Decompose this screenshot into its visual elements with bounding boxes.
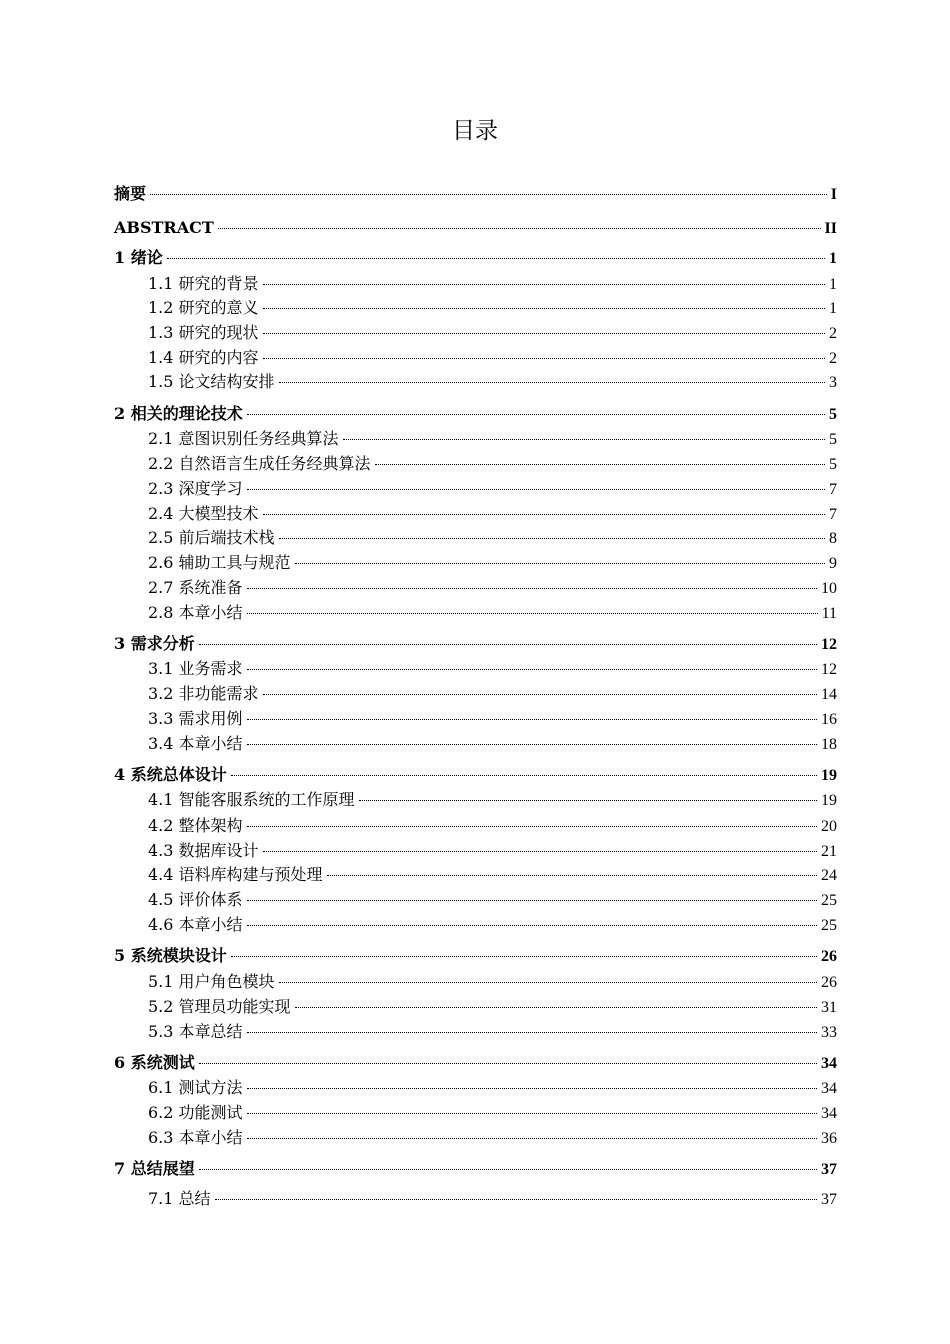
toc-chapter-entry[interactable] [114, 1158, 837, 1180]
toc-dot-leader [247, 1113, 817, 1114]
toc-section-entry[interactable] [148, 552, 837, 574]
toc-page-number: 7 [829, 506, 837, 523]
toc-entry-title: 4.4 语料库构建与预处理 [148, 865, 323, 884]
toc-dot-leader [279, 538, 825, 539]
toc-dot-leader [263, 358, 825, 359]
toc-dot-leader [247, 719, 817, 720]
toc-section-entry[interactable] [148, 1188, 837, 1210]
toc-dot-leader [247, 588, 817, 589]
toc-section-entry[interactable] [148, 683, 837, 705]
toc-dot-leader [263, 694, 817, 695]
toc-dot-leader [263, 308, 825, 309]
toc-entry-title: 2.7 系统准备 [148, 578, 243, 597]
toc-page-number: 20 [821, 818, 837, 835]
toc-page-number: 26 [821, 948, 837, 965]
toc-section-entry[interactable] [148, 996, 837, 1018]
toc-dot-leader [199, 1169, 817, 1170]
toc-entry-title: 2.3 深度学习 [148, 479, 243, 498]
toc-section-entry[interactable] [148, 789, 837, 811]
toc-chapter-entry[interactable] [114, 247, 837, 269]
toc-page-number: 26 [821, 974, 837, 991]
toc-dot-leader [247, 826, 817, 827]
toc-section-entry[interactable] [148, 708, 837, 730]
toc-entry-title: ABSTRACT [114, 218, 214, 237]
toc-chapter-entry[interactable] [114, 764, 837, 786]
toc-entry-title: 2.2 自然语言生成任务经典算法 [148, 454, 371, 473]
toc-section-entry[interactable] [148, 1127, 837, 1149]
toc-section-entry[interactable] [148, 453, 837, 475]
toc-dot-leader [263, 514, 825, 515]
toc-entry-title: 6.3 本章小结 [148, 1128, 243, 1147]
toc-section-entry[interactable] [148, 840, 837, 862]
page-title: 目录 [452, 118, 498, 144]
toc-entry-title: 2 相关的理论技术 [114, 404, 243, 423]
toc-entry-title: 2.1 意图识别任务经典算法 [148, 429, 339, 448]
toc-dot-leader [218, 228, 821, 229]
toc-chapter-entry[interactable] [114, 945, 837, 967]
toc-entry-title: 6.1 测试方法 [148, 1078, 243, 1097]
toc-dot-leader [247, 925, 817, 926]
toc-page-number: 24 [821, 867, 837, 884]
toc-page-number: 2 [829, 325, 837, 342]
toc-page-number: 12 [821, 636, 837, 653]
toc-dot-leader [247, 1088, 817, 1089]
toc-dot-leader [359, 800, 817, 801]
toc-entry-title: 5.3 本章总结 [148, 1022, 243, 1041]
toc-entry-title: 2.6 辅助工具与规范 [148, 553, 291, 572]
toc-page-number: 33 [821, 1024, 837, 1041]
toc-entry-title: 4.1 智能客服系统的工作原理 [148, 790, 355, 809]
toc-entry-title: 2.4 大模型技术 [148, 504, 259, 523]
toc-dot-leader [279, 982, 817, 983]
toc-entry-title: 4.6 本章小结 [148, 915, 243, 934]
toc-dot-leader [231, 775, 817, 776]
toc-entry-title: 3 需求分析 [114, 634, 195, 653]
toc-entry-title: 1 绪论 [114, 248, 163, 267]
toc-dot-leader [247, 1032, 817, 1033]
toc-page-number: 12 [821, 661, 837, 678]
toc-entry-title: 1.1 研究的背景 [148, 274, 259, 293]
toc-dot-leader [343, 439, 825, 440]
toc-entry-title: 3.3 需求用例 [148, 709, 243, 728]
toc-dot-leader [295, 1007, 817, 1008]
toc-section-entry[interactable] [148, 503, 837, 525]
toc-page-number: 31 [821, 999, 837, 1016]
toc-page-number: 14 [821, 686, 837, 703]
toc-section-entry[interactable] [148, 864, 837, 886]
toc-page-number: 8 [829, 530, 837, 547]
toc-section-entry[interactable] [148, 428, 837, 450]
toc-dot-leader [215, 1199, 817, 1200]
toc-dot-leader [327, 875, 817, 876]
toc-section-entry[interactable] [148, 347, 837, 369]
toc-dot-leader [247, 414, 825, 415]
toc-page-number: 5 [829, 431, 837, 448]
toc-section-entry[interactable] [148, 602, 837, 624]
toc-dot-leader [231, 956, 817, 957]
toc-dot-leader [247, 613, 818, 614]
toc-page-number: I [830, 186, 837, 203]
toc-entry-title: 3.2 非功能需求 [148, 684, 259, 703]
toc-section-entry[interactable] [148, 297, 837, 319]
toc-page-number: 11 [821, 605, 837, 622]
toc-page-number: 5 [829, 406, 837, 423]
toc-chapter-entry[interactable] [114, 1052, 837, 1074]
toc-dot-leader [263, 284, 825, 285]
toc-section-entry[interactable] [148, 1077, 837, 1099]
toc-dot-leader [247, 1138, 817, 1139]
toc-page-number: 16 [821, 711, 837, 728]
toc-dot-leader [279, 382, 825, 383]
toc-page-number: 37 [821, 1161, 837, 1178]
toc-entry-title: 5 系统模块设计 [114, 946, 227, 965]
toc-section-entry[interactable] [148, 478, 837, 500]
toc-section-entry[interactable] [148, 889, 837, 911]
toc-section-entry[interactable] [148, 527, 837, 549]
toc-page-number: II [824, 220, 837, 237]
toc-entry-title: 7 总结展望 [114, 1159, 195, 1178]
toc-section-entry[interactable] [148, 1021, 837, 1043]
toc-dot-leader [263, 851, 817, 852]
toc-dot-leader [295, 563, 825, 564]
toc-chapter-entry[interactable] [114, 633, 837, 655]
toc-entry-title: 1.2 研究的意义 [148, 298, 259, 317]
toc-page-number: 9 [829, 555, 837, 572]
toc-entry-title: 2.5 前后端技术栈 [148, 528, 275, 547]
toc-page-number: 1 [829, 300, 837, 317]
toc-page-number: 1 [829, 250, 837, 267]
toc-entry-title: 6 系统测试 [114, 1053, 195, 1072]
toc-page-number: 5 [829, 456, 837, 473]
toc-page-number: 7 [829, 481, 837, 498]
toc-page-number: 3 [829, 374, 837, 391]
toc-entry-title: 4.2 整体架构 [148, 816, 243, 835]
toc-section-entry[interactable] [148, 914, 837, 936]
toc-page-number: 19 [821, 792, 837, 809]
toc-dot-leader [247, 900, 817, 901]
toc-section-entry[interactable] [148, 815, 837, 837]
toc-dot-leader [199, 1063, 817, 1064]
toc-section-entry[interactable] [148, 273, 837, 295]
toc-entry-title: 4 系统总体设计 [114, 765, 227, 784]
toc-entry-title: 5.1 用户角色模块 [148, 972, 275, 991]
toc-entry-title: 1.3 研究的现状 [148, 323, 259, 342]
toc-section-entry[interactable] [148, 322, 837, 344]
toc-page-number: 2 [829, 350, 837, 367]
toc-dot-leader [247, 489, 825, 490]
toc-page-number: 19 [821, 767, 837, 784]
toc-section-entry[interactable] [148, 371, 837, 393]
toc-entry-title: 5.2 管理员功能实现 [148, 997, 291, 1016]
toc-dot-leader [247, 669, 817, 670]
toc-page-number: 36 [821, 1130, 837, 1147]
toc-entry-title: 6.2 功能测试 [148, 1103, 243, 1122]
toc-dot-leader [199, 644, 817, 645]
toc-entry-title: 4.3 数据库设计 [148, 841, 259, 860]
toc-chapter-entry[interactable] [114, 217, 837, 239]
toc-page-number: 25 [821, 917, 837, 934]
toc-page-number: 25 [821, 892, 837, 909]
toc-entry-title: 4.5 评价体系 [148, 890, 243, 909]
toc-entry-title: 1.4 研究的内容 [148, 348, 259, 367]
toc-section-entry[interactable] [148, 733, 837, 755]
toc-page-number: 18 [821, 736, 837, 753]
toc-dot-leader [247, 744, 817, 745]
toc-section-entry[interactable] [148, 1102, 837, 1124]
toc-page-number: 34 [821, 1080, 837, 1097]
toc-section-entry[interactable] [148, 577, 837, 599]
toc-page-number: 10 [821, 580, 837, 597]
toc-section-entry[interactable] [148, 971, 837, 993]
toc-entry-title: 7.1 总结 [148, 1189, 211, 1208]
toc-chapter-entry[interactable] [114, 403, 837, 425]
toc-page-number: 34 [821, 1055, 837, 1072]
toc-entry-title: 2.8 本章小结 [148, 603, 243, 622]
toc-entry-title: 3.1 业务需求 [148, 659, 243, 678]
toc-entry-title: 3.4 本章小结 [148, 734, 243, 753]
toc-page-number: 21 [821, 843, 837, 860]
toc-dot-leader [167, 258, 825, 259]
toc-dot-leader [263, 333, 825, 334]
toc-section-entry[interactable] [148, 658, 837, 680]
toc-entry-title: 摘要 [114, 184, 147, 203]
toc-entry-title: 1.5 论文结构安排 [148, 372, 275, 391]
toc-page-number: 37 [821, 1191, 837, 1208]
toc-dot-leader [375, 464, 825, 465]
toc-page-number: 34 [821, 1105, 837, 1122]
toc-page-number: 1 [829, 276, 837, 293]
toc-chapter-entry[interactable] [114, 183, 837, 205]
toc-dot-leader [150, 194, 827, 195]
